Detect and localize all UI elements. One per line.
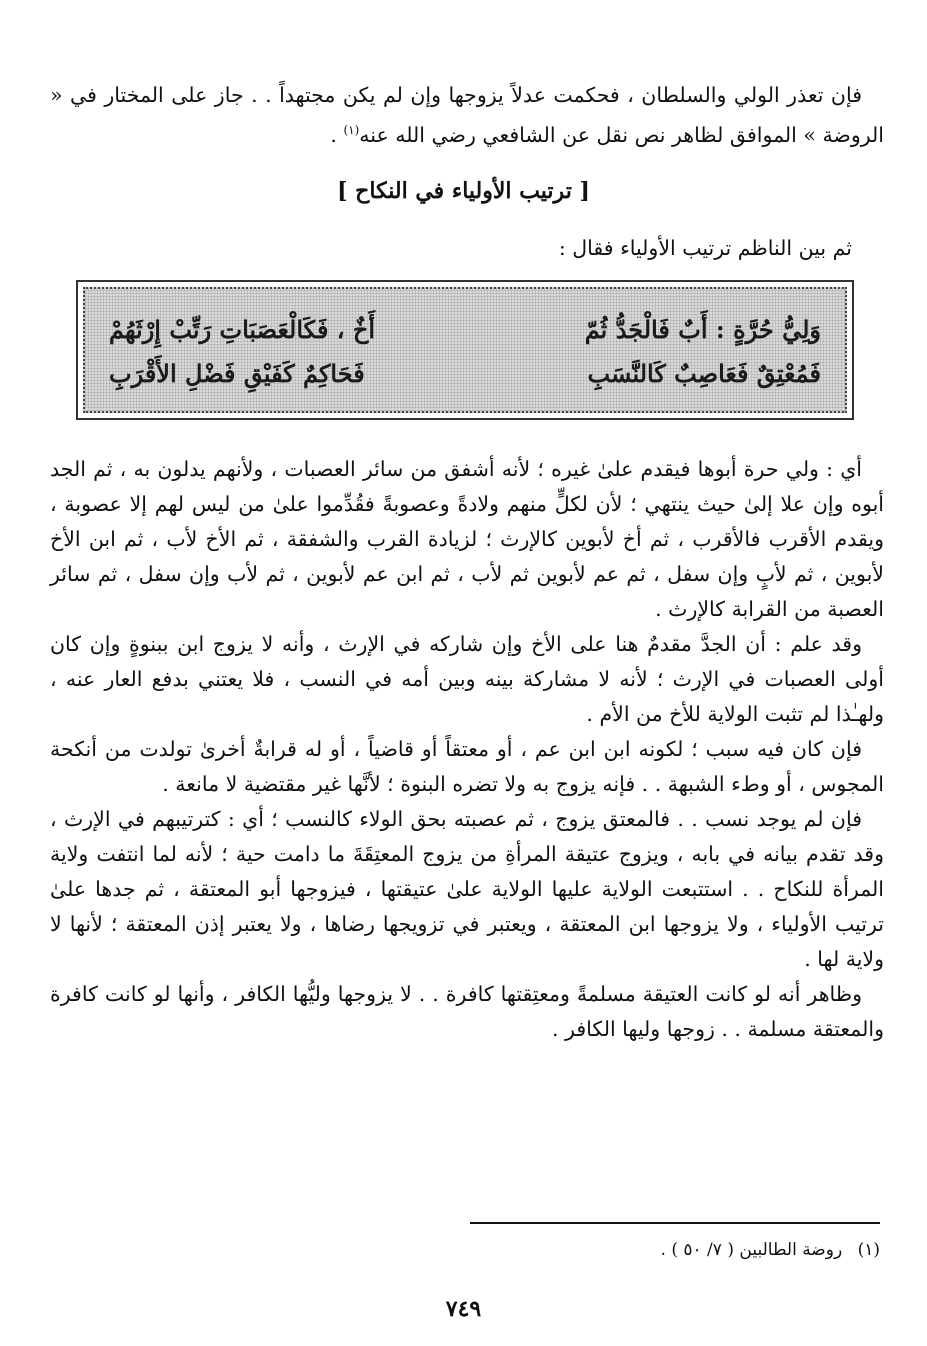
verse-2-second-hemistich: فَحَاكِمٌ كَفَيْقِ فَضْلِ الأَقْرَبِ	[109, 359, 365, 388]
footnote	[470, 1240, 880, 1260]
verse-line-2	[109, 359, 821, 388]
paragraph: وقد علم : أن الجدَّ مقدمٌ هنا على الأخ وإن شاركه في الإرث ، وأنه لا يزوج ابن ببنوةٍ وإن كان أولى العصبات في الإرث ؛ لأنه لا مشاركة بينه وبين أمه في النسب ، فلا يعتني بدفع العار عنه ، ولهـٰذا لم تثبت الولاية للأخ من الأم .	[50, 632, 884, 726]
verse-1-second-hemistich: أَخٌ ، فَكَالْعَصَبَاتِ رَتِّبْ إِرْثَهُمْ	[109, 315, 376, 344]
footnote-text: روضة الطالبين ( ٧/ ٥٠ ) .	[660, 1240, 843, 1260]
verse-1-first-hemistich: وَلِيُّ حُرَّةٍ : أَبٌ فَالْجَدُّ ثُمّ	[584, 315, 821, 344]
paragraph: أي : ولي حرة أبوها فيقدم علىٰ غيره ؛ لأنه أشفق من سائر العصبات ، ولأنهم يدلون به ، ثم الجد أبوه وإن علا إلىٰ حيث ينتهي ؛ لأن لكلٍّ منهم ولادةً وعصوبةً فقُدِّموا علىٰ من ليس لهم إلا عصوبة ، ويقدم الأقرب فالأقرب ، ثم أخ لأبوين كالإرث ؛ لزيادة القرب والشفقة ، ثم الأخ لأب ، ثم ابن الأخ لأبوين ، ثم لأبٍ وإن سفل ، ثم عم لأبوين ثم لأب ، ثم ابن عم لأبوين ، ثم لأب وإن سفل ، ثم سائر العصبة من القرابة كالإرث .	[50, 457, 884, 621]
verse-box	[76, 280, 854, 420]
paragraph: فإن لم يوجد نسب . . فالمعتق يزوج ، ثم عصبته بحق الولاء كالنسب ؛ أي : كترتيبهم في الإرث ، وقد تقدم بيانه في بابه ، ويزوج عتيقة المرأةِ من يزوج المعتِقَةَ ما دامت حية ؛ لأنه لما انتفت ولاية المرأة للنكاح . . استتبعت الولاية عليها الولاية علىٰ عتيقتها ، فيزوجها أبو المعتقة ، ثم جدها علىٰ ترتيب الأولياء ، ولا يزوجها ابن المعتقة ، ويعتبر في تزويجها رضاها ، ولا يعتبر إذن المعتقة ؛ لأنها لا ولاية لها .	[50, 807, 884, 971]
verse-line-1	[109, 315, 821, 344]
verse-2-first-hemistich: فَمُعْتِقٌ فَعَاصِبٌ كَالنَّسَبِ	[587, 359, 821, 388]
footnote-reference: (١)	[343, 123, 360, 137]
paragraph: وظاهر أنه لو كانت العتيقة مسلمةً ومعتِقتها كافرة . . لا يزوجها وليُّها الكافر ، وأنها لو كانت كافرة والمعتقة مسلمة . . زوجها وليها الكافر .	[50, 982, 884, 1041]
opening-text: فإن تعذر الولي والسلطان ، فحكمت عدلاً يزوجها وإن لم يكن مجتهداً . . جاز على المختار في « الروضة » الموافق لظاهر نص نقل عن الشافعي رضي الله عنه	[50, 83, 884, 147]
verse-box-inner	[83, 287, 847, 413]
page-number: ٧٤٩	[445, 1296, 482, 1322]
section-heading: [ ترتيب الأولياء في النكاح ]	[337, 178, 590, 204]
opening-end: .	[330, 122, 344, 147]
opening-paragraph	[50, 78, 884, 153]
commentary-body	[50, 452, 884, 1047]
verse-intro: ثم بين الناظم ترتيب الأولياء فقال :	[558, 236, 852, 260]
footnote-number: (١)	[857, 1240, 880, 1260]
footnote-separator	[470, 1222, 880, 1224]
paragraph: فإن كان فيه سبب ؛ لكونه ابن ابن عم ، أو معتقاً أو قاضياً ، أو له قرابةٌ أخرىٰ تولدت من أنكحة المجوس ، أو وطء الشبهة . . فإنه يزوج به ولا تضره البنوة ؛ لأنَّها غير مقتضية لا مانعة .	[50, 737, 884, 796]
